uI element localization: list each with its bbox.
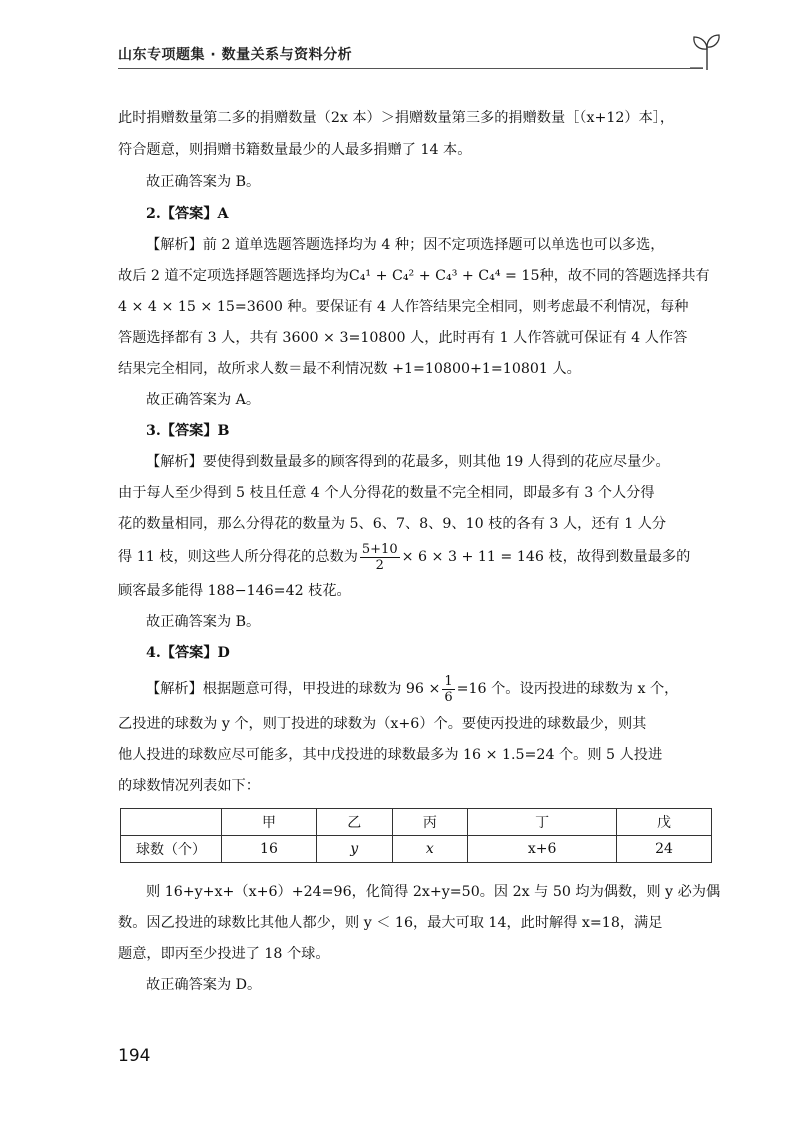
- table-header-cell: [121, 809, 222, 836]
- table-header-cell: 乙: [316, 809, 392, 836]
- analysis-line: 的球数情况列表如下：: [118, 778, 260, 794]
- table-header-cell: 丙: [392, 809, 468, 836]
- analysis-text: 种，故不同的答题选择共有: [539, 268, 710, 284]
- fraction: [360, 542, 400, 573]
- fraction-numerator: 5+10: [361, 541, 398, 557]
- analysis-text: × 6 × 3 + 11 = 146 枝，故得到数量最多的: [401, 549, 691, 565]
- fraction: [442, 674, 454, 705]
- analysis-text: 得 11 枝，则这些人所分得花的总数为: [118, 549, 358, 565]
- analysis-line: 结果完全相同，故所求人数＝最不利情况数 +1=10800+1=10801 人。: [118, 361, 581, 377]
- paragraph-line: 符合题意，则捐赠书籍数量最少的人最多捐赠了 14 本。: [118, 142, 472, 158]
- analysis-line: 【解析】前 2 道单选题答题选择均为 4 种；因不定项选择题可以单选也可以多选，: [146, 237, 665, 253]
- analysis-line: 4 × 4 × 15 × 15=3600 种。要保证有 4 人作答结果完全相同，则考虑最不利情况，每种: [118, 299, 689, 315]
- analysis-line: 【解析】要使得到数量最多的顾客得到的花最多，则其他 19 人得到的花应尽量少。: [146, 454, 670, 470]
- analysis-line: 题意，即丙至少投进了 18 个球。: [118, 946, 330, 962]
- table-header-cell: 戊: [617, 809, 712, 836]
- analysis-line: 乙投进的球数为 y 个，则丁投进的球数为（x+6）个。要使丙投进的球数最少，则其: [118, 716, 647, 732]
- answer-line: 故正确答案为 B。: [146, 174, 261, 190]
- table-cell: 球数（个）: [121, 836, 222, 863]
- fraction-denominator: 6: [444, 689, 453, 705]
- analysis-line: 他人投进的球数应尽可能多，其中戊投进的球数最多为 16 × 1.5=24 个。则 5 人投进: [118, 747, 663, 763]
- sprout-icon: [690, 32, 724, 72]
- header-rule: [118, 68, 703, 69]
- table-cell: y: [316, 836, 392, 863]
- paragraph-line: 此时捐赠数量第二多的捐赠数量（2x 本）＞捐赠数量第三多的捐赠数量［（x+12）本］，: [118, 110, 675, 126]
- table-cell: x+6: [468, 836, 617, 863]
- analysis-text: =16 个。设丙投进的球数为 x 个，: [456, 681, 679, 697]
- table-cell: 16: [222, 836, 317, 863]
- score-table: [120, 808, 712, 863]
- analysis-line: 则 16+y+x+（x+6）+24=96，化简得 2x+y=50。因 2x 与 50 均为偶数，则 y 必为偶: [146, 884, 721, 900]
- page-number: 194: [118, 1046, 151, 1066]
- analysis-line: 顾客最多能得 188−146=42 枝花。: [118, 583, 351, 599]
- analysis-line: [146, 672, 678, 706]
- analysis-line: 花的数量相同，那么分得花的数量为 5、6、7、8、9、10 枝的各有 3 人，还有 1 人分: [118, 516, 667, 532]
- analysis-line: 数。因乙投进的球数比其他人都少，则 y ＜ 16，最大可取 14，此时解得 x=18，满足: [118, 915, 663, 931]
- analysis-line: [118, 540, 690, 574]
- fraction-numerator: 1: [444, 673, 453, 689]
- analysis-line: [118, 266, 710, 286]
- analysis-text: 故后 2 道不定项选择题答题选择均为: [118, 268, 349, 284]
- fraction-denominator: 2: [375, 557, 384, 573]
- analysis-line: 答题选择都有 3 人，共有 3600 × 3=10800 人，此时再有 1 人作答就可保证有 4 人作答: [118, 330, 688, 346]
- table-cell: x: [392, 836, 468, 863]
- analysis-text: 【解析】根据题意可得，甲投进的球数为 96 ×: [146, 681, 441, 697]
- question-answer-heading: 2.【答案】A: [146, 206, 229, 222]
- table-header-cell: 丁: [468, 809, 617, 836]
- combination-formula: C₄¹ + C₄² + C₄³ + C₄⁴ = 15: [348, 268, 540, 284]
- analysis-line: 由于每人至少得到 5 枝且任意 4 个人分得花的数量不完全相同，即最多有 3 个人分得: [118, 485, 655, 501]
- answer-line: 故正确答案为 D。: [146, 977, 262, 993]
- question-answer-heading: 3.【答案】B: [146, 423, 230, 439]
- table-cell: 24: [617, 836, 712, 863]
- running-header: 山东专项题集 · 数量关系与资料分析: [118, 47, 353, 63]
- table-row: [121, 836, 712, 863]
- answer-line: 故正确答案为 A。: [146, 392, 261, 408]
- table-header-row: [121, 809, 712, 836]
- answer-line: 故正确答案为 B。: [146, 614, 261, 630]
- table-header-cell: 甲: [222, 809, 317, 836]
- question-answer-heading: 4.【答案】D: [146, 645, 230, 661]
